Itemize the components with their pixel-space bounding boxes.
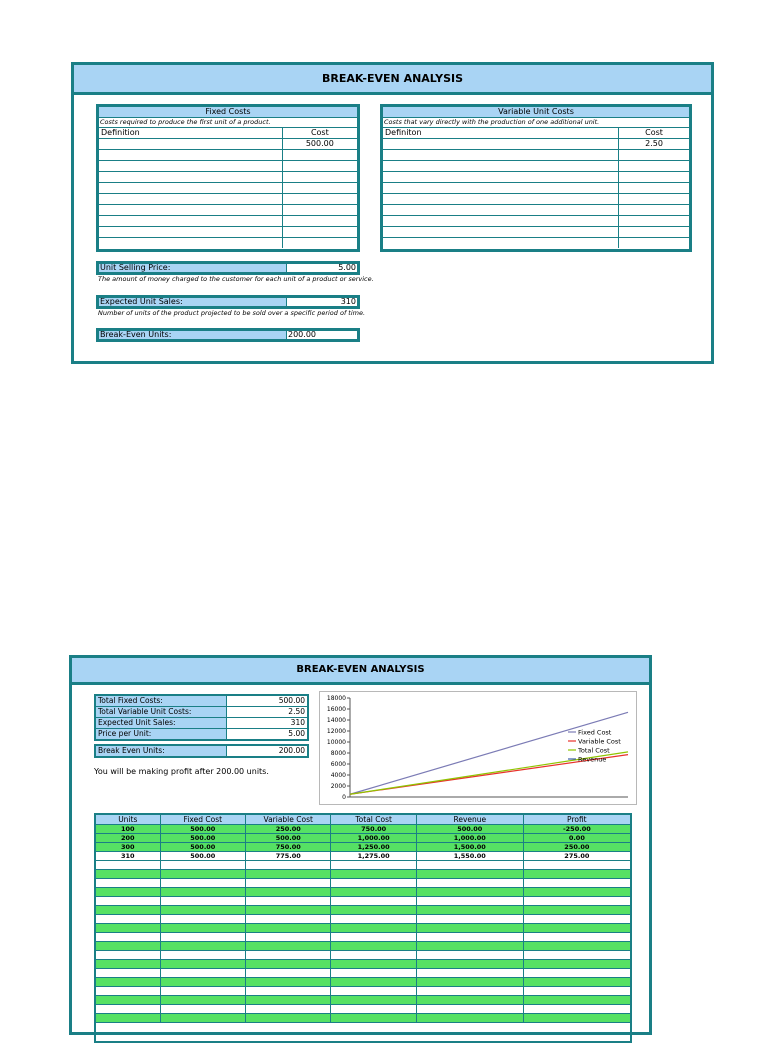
table-cell bbox=[160, 960, 245, 969]
variable-cost-col-cost: Cost bbox=[619, 128, 689, 139]
variable-cost-cost-cell[interactable] bbox=[619, 205, 689, 216]
table-cell bbox=[331, 942, 416, 951]
fixed-cost-row bbox=[99, 161, 357, 172]
fixed-cost-header-row bbox=[99, 128, 357, 139]
fixed-cost-cost-cell[interactable] bbox=[282, 227, 357, 238]
table-cell bbox=[416, 1014, 523, 1023]
table-cell: 1,000.00 bbox=[416, 834, 523, 843]
table-cell bbox=[523, 861, 630, 870]
table-cell: 500.00 bbox=[160, 834, 245, 843]
table-cell bbox=[523, 915, 630, 924]
table-cell bbox=[331, 861, 416, 870]
table-cell bbox=[96, 1014, 160, 1023]
fixed-cost-cost-cell[interactable] bbox=[282, 194, 357, 205]
table-cell bbox=[416, 942, 523, 951]
table-cell bbox=[96, 897, 160, 906]
fixed-costs-description: Costs required to produce the first unit of a product. bbox=[99, 118, 357, 128]
fixed-cost-cost-cell[interactable] bbox=[282, 172, 357, 183]
summary-row bbox=[96, 718, 307, 729]
fixed-cost-col-cost: Cost bbox=[282, 128, 357, 139]
legend-label: Variable Cost bbox=[578, 737, 621, 746]
y-tick-label: 18000 bbox=[326, 695, 346, 702]
table-cell bbox=[96, 996, 160, 1005]
y-tick-label: 6000 bbox=[330, 761, 346, 768]
fixed-cost-cost-cell[interactable] bbox=[282, 205, 357, 216]
summary-row bbox=[96, 707, 307, 718]
table-row-empty bbox=[96, 915, 630, 924]
table-row bbox=[96, 825, 630, 834]
table-row-empty bbox=[96, 924, 630, 933]
table-cell: 1,500.00 bbox=[416, 843, 523, 852]
table-cell bbox=[523, 969, 630, 978]
expected-unit-sales-field bbox=[96, 295, 360, 309]
table-cell bbox=[96, 942, 160, 951]
table-cell bbox=[416, 870, 523, 879]
y-tick-label: 16000 bbox=[326, 706, 346, 713]
table-cell: 775.00 bbox=[246, 852, 331, 861]
table-cell bbox=[331, 915, 416, 924]
variable-cost-cost-cell[interactable]: 2.50 bbox=[619, 139, 689, 150]
variable-cost-definition-cell[interactable] bbox=[383, 238, 619, 249]
table-cell bbox=[160, 951, 245, 960]
table-cell bbox=[416, 987, 523, 996]
chart-svg bbox=[320, 692, 636, 804]
table-cell bbox=[246, 906, 331, 915]
table-cell bbox=[416, 933, 523, 942]
variable-cost-definition-cell[interactable] bbox=[383, 216, 619, 227]
table-cell bbox=[331, 951, 416, 960]
variable-cost-cost-cell[interactable] bbox=[619, 227, 689, 238]
y-tick-label: 12000 bbox=[326, 728, 346, 735]
variable-cost-row bbox=[383, 183, 689, 194]
table-row-empty bbox=[96, 897, 630, 906]
variable-cost-row bbox=[383, 194, 689, 205]
summary-row bbox=[96, 696, 307, 707]
table-row-empty bbox=[96, 987, 630, 996]
table-row-empty bbox=[96, 906, 630, 915]
table-cell bbox=[416, 897, 523, 906]
table-cell bbox=[416, 879, 523, 888]
table-cell bbox=[246, 933, 331, 942]
variable-cost-definition-cell[interactable] bbox=[383, 172, 619, 183]
variable-cost-col-definition: Definiton bbox=[383, 128, 619, 139]
fixed-cost-definition-cell[interactable] bbox=[99, 205, 282, 216]
variable-cost-cost-cell[interactable] bbox=[619, 183, 689, 194]
table-cell: -250.00 bbox=[523, 825, 630, 834]
fixed-cost-cost-cell[interactable] bbox=[282, 161, 357, 172]
table-cell bbox=[96, 870, 160, 879]
summary-label: Expected Unit Sales: bbox=[96, 718, 227, 728]
table-cell bbox=[523, 897, 630, 906]
table-cell bbox=[160, 879, 245, 888]
column-header: Units bbox=[96, 815, 160, 825]
variable-costs-box bbox=[380, 104, 692, 252]
table-cell bbox=[416, 960, 523, 969]
fixed-costs-box bbox=[96, 104, 360, 252]
fixed-cost-col-definition: Definition bbox=[99, 128, 282, 139]
table-cell bbox=[331, 1014, 416, 1023]
table-cell: 275.00 bbox=[523, 852, 630, 861]
break-even-summary-sheet bbox=[69, 655, 652, 1035]
break-even-box bbox=[94, 744, 309, 758]
table-cell bbox=[160, 861, 245, 870]
unit-selling-price-label: Unit Selling Price: bbox=[99, 264, 287, 272]
table-cell bbox=[523, 951, 630, 960]
table-cell bbox=[331, 978, 416, 987]
unit-selling-price-field bbox=[96, 261, 360, 275]
variable-costs-description: Costs that vary directly with the production of one additional unit. bbox=[383, 118, 689, 128]
table-cell bbox=[331, 996, 416, 1005]
table-cell bbox=[246, 960, 331, 969]
table-cell bbox=[416, 1005, 523, 1014]
summary-box bbox=[94, 694, 309, 741]
variable-cost-definition-cell[interactable] bbox=[383, 227, 619, 238]
fixed-cost-row bbox=[99, 194, 357, 205]
break-even-label: Break Even Units: bbox=[96, 746, 227, 756]
table-cell bbox=[331, 870, 416, 879]
fixed-cost-definition-cell[interactable] bbox=[99, 161, 282, 172]
table-cell: 750.00 bbox=[331, 825, 416, 834]
table-cell: 500.00 bbox=[416, 825, 523, 834]
table-cell bbox=[246, 888, 331, 897]
table-cell bbox=[416, 906, 523, 915]
column-header: Total Cost bbox=[331, 815, 416, 825]
break-even-chart bbox=[319, 691, 637, 805]
table-cell bbox=[246, 987, 331, 996]
fixed-cost-row bbox=[99, 238, 357, 249]
table-cell bbox=[246, 951, 331, 960]
table-cell bbox=[416, 888, 523, 897]
table-cell bbox=[416, 951, 523, 960]
table-cell bbox=[160, 978, 245, 987]
variable-costs-table bbox=[383, 128, 689, 248]
table-cell bbox=[160, 924, 245, 933]
column-header: Fixed Cost bbox=[160, 815, 245, 825]
table-cell bbox=[96, 906, 160, 915]
fixed-cost-cost-cell[interactable] bbox=[282, 238, 357, 249]
table-cell bbox=[246, 1005, 331, 1014]
summary-value: 2.50 bbox=[288, 707, 305, 716]
projection-table-wrap bbox=[94, 813, 632, 1043]
table-row-empty bbox=[96, 978, 630, 987]
table-cell bbox=[160, 942, 245, 951]
summary-value: 310 bbox=[290, 718, 305, 727]
fixed-cost-cost-cell[interactable]: 500.00 bbox=[282, 139, 357, 150]
table-row-empty bbox=[96, 969, 630, 978]
table-cell: 310 bbox=[96, 852, 160, 861]
table-cell bbox=[96, 915, 160, 924]
variable-cost-definition-cell[interactable] bbox=[383, 205, 619, 216]
variable-cost-definition-cell[interactable] bbox=[383, 194, 619, 205]
table-cell bbox=[416, 978, 523, 987]
table-cell bbox=[96, 933, 160, 942]
break-even-units-value: 200.00 bbox=[287, 331, 357, 339]
fixed-cost-row bbox=[99, 150, 357, 161]
table-cell: 300 bbox=[96, 843, 160, 852]
variable-cost-row bbox=[383, 205, 689, 216]
variable-cost-definition-cell[interactable] bbox=[383, 183, 619, 194]
variable-cost-cost-cell[interactable] bbox=[619, 150, 689, 161]
table-cell bbox=[246, 942, 331, 951]
sheet-title: BREAK-EVEN ANALYSIS bbox=[74, 65, 711, 95]
table-cell: 500.00 bbox=[160, 825, 245, 834]
y-tick-label: 2000 bbox=[330, 783, 346, 790]
fixed-cost-row bbox=[99, 172, 357, 183]
table-row-empty bbox=[96, 861, 630, 870]
table-cell bbox=[523, 933, 630, 942]
fixed-cost-row bbox=[99, 205, 357, 216]
table-cell bbox=[246, 1014, 331, 1023]
variable-cost-row bbox=[383, 150, 689, 161]
table-cell bbox=[331, 924, 416, 933]
y-tick-label: 0 bbox=[342, 794, 346, 801]
table-cell bbox=[523, 960, 630, 969]
expected-unit-sales-value[interactable]: 310 bbox=[287, 298, 357, 306]
table-cell bbox=[96, 924, 160, 933]
table-cell bbox=[160, 1005, 245, 1014]
break-even-units-field bbox=[96, 328, 360, 342]
table-row bbox=[96, 852, 630, 861]
fixed-costs-header: Fixed Costs bbox=[99, 107, 357, 118]
fixed-cost-cost-cell[interactable] bbox=[282, 216, 357, 227]
table-cell bbox=[96, 1005, 160, 1014]
variable-cost-row bbox=[383, 238, 689, 249]
table-cell: 100 bbox=[96, 825, 160, 834]
table-cell: 500.00 bbox=[160, 843, 245, 852]
y-tick-label: 4000 bbox=[330, 772, 346, 779]
fixed-cost-definition-cell[interactable] bbox=[99, 216, 282, 227]
fixed-cost-row bbox=[99, 139, 357, 150]
table-cell bbox=[523, 924, 630, 933]
table-cell bbox=[246, 924, 331, 933]
fixed-cost-definition-cell[interactable] bbox=[99, 150, 282, 161]
table-cell bbox=[96, 951, 160, 960]
table-cell: 750.00 bbox=[246, 843, 331, 852]
table-cell bbox=[96, 960, 160, 969]
fixed-cost-row bbox=[99, 216, 357, 227]
y-tick-label: 8000 bbox=[330, 750, 346, 757]
column-header: Profit bbox=[523, 815, 630, 825]
variable-cost-row bbox=[383, 139, 689, 150]
legend-label: Total Cost bbox=[578, 746, 610, 755]
y-tick-label: 10000 bbox=[326, 739, 346, 746]
table-cell bbox=[523, 987, 630, 996]
table-row-empty bbox=[96, 1014, 630, 1023]
table-row-empty bbox=[96, 996, 630, 1005]
table-cell bbox=[331, 933, 416, 942]
fixed-cost-definition-cell[interactable] bbox=[99, 194, 282, 205]
fixed-cost-row bbox=[99, 227, 357, 238]
table-cell bbox=[416, 996, 523, 1005]
table-cell bbox=[246, 870, 331, 879]
table-row-empty bbox=[96, 1005, 630, 1014]
fixed-costs-table bbox=[99, 128, 357, 248]
variable-cost-cost-cell[interactable] bbox=[619, 161, 689, 172]
table-cell bbox=[331, 888, 416, 897]
unit-selling-price-value[interactable]: 5.00 bbox=[287, 264, 357, 272]
table-cell bbox=[523, 942, 630, 951]
table-cell bbox=[331, 879, 416, 888]
fixed-cost-cost-cell[interactable] bbox=[282, 183, 357, 194]
variable-cost-cost-cell[interactable] bbox=[619, 238, 689, 249]
table-cell bbox=[96, 987, 160, 996]
table-cell bbox=[96, 969, 160, 978]
table-cell bbox=[246, 861, 331, 870]
table-row-empty bbox=[96, 888, 630, 897]
table-cell bbox=[246, 915, 331, 924]
table-cell: 250.00 bbox=[523, 843, 630, 852]
summary-value: 5.00 bbox=[288, 729, 305, 738]
table-cell bbox=[160, 888, 245, 897]
expected-unit-sales-note: Number of units of the product projected to be sold over a specific period of time. bbox=[98, 309, 366, 317]
table-cell bbox=[160, 906, 245, 915]
table-cell bbox=[160, 915, 245, 924]
table-cell: 0.00 bbox=[523, 834, 630, 843]
table-cell bbox=[246, 996, 331, 1005]
table-cell bbox=[416, 915, 523, 924]
variable-cost-header-row bbox=[383, 128, 689, 139]
table-row-empty bbox=[96, 879, 630, 888]
fixed-cost-cost-cell[interactable] bbox=[282, 150, 357, 161]
fixed-cost-row bbox=[99, 183, 357, 194]
projection-table bbox=[96, 815, 630, 1023]
table-cell: 1,000.00 bbox=[331, 834, 416, 843]
table-row bbox=[96, 843, 630, 852]
table-row-empty bbox=[96, 870, 630, 879]
variable-cost-cost-cell[interactable] bbox=[619, 216, 689, 227]
fixed-cost-definition-cell[interactable] bbox=[99, 238, 282, 249]
variable-cost-row bbox=[383, 227, 689, 238]
fixed-cost-definition-cell[interactable] bbox=[99, 172, 282, 183]
table-row-empty bbox=[96, 933, 630, 942]
table-cell bbox=[523, 870, 630, 879]
y-tick-label: 14000 bbox=[326, 717, 346, 724]
table-cell bbox=[523, 978, 630, 987]
sheet-title: BREAK-EVEN ANALYSIS bbox=[72, 658, 649, 685]
variable-cost-definition-cell[interactable] bbox=[383, 161, 619, 172]
table-cell bbox=[331, 906, 416, 915]
variable-cost-row bbox=[383, 172, 689, 183]
table-cell: 1,275.00 bbox=[331, 852, 416, 861]
table-cell bbox=[160, 933, 245, 942]
break-even-units-label: Break-Even Units: bbox=[99, 331, 287, 339]
table-row-empty bbox=[96, 942, 630, 951]
table-cell bbox=[523, 906, 630, 915]
fixed-cost-definition-cell[interactable] bbox=[99, 227, 282, 238]
table-cell bbox=[331, 1005, 416, 1014]
table-cell bbox=[331, 969, 416, 978]
variable-cost-row bbox=[383, 216, 689, 227]
column-header: Revenue bbox=[416, 815, 523, 825]
table-cell: 200 bbox=[96, 834, 160, 843]
fixed-cost-definition-cell[interactable] bbox=[99, 183, 282, 194]
variable-cost-cost-cell[interactable] bbox=[619, 172, 689, 183]
summary-label: Total Variable Unit Costs: bbox=[96, 707, 227, 717]
table-cell: 250.00 bbox=[246, 825, 331, 834]
profit-message: You will be making profit after 200.00 units. bbox=[94, 767, 269, 776]
table-cell bbox=[416, 861, 523, 870]
summary-label: Price per Unit: bbox=[96, 729, 227, 739]
variable-cost-definition-cell[interactable] bbox=[383, 150, 619, 161]
unit-selling-price-note: The amount of money charged to the customer for each unit of a product or service. bbox=[98, 275, 374, 283]
table-cell bbox=[523, 879, 630, 888]
table-cell bbox=[331, 960, 416, 969]
table-cell bbox=[160, 897, 245, 906]
table-cell bbox=[160, 996, 245, 1005]
table-cell: 1,250.00 bbox=[331, 843, 416, 852]
table-cell bbox=[160, 1014, 245, 1023]
expected-unit-sales-label: Expected Unit Sales: bbox=[99, 298, 287, 306]
table-cell bbox=[96, 879, 160, 888]
table-cell bbox=[331, 897, 416, 906]
table-cell bbox=[96, 888, 160, 897]
table-cell bbox=[96, 978, 160, 987]
summary-value: 500.00 bbox=[278, 696, 305, 705]
table-cell bbox=[246, 897, 331, 906]
table-cell bbox=[246, 969, 331, 978]
fixed-cost-definition-cell[interactable] bbox=[99, 139, 282, 150]
table-cell bbox=[160, 987, 245, 996]
summary-label: Total Fixed Costs: bbox=[96, 696, 227, 706]
table-cell bbox=[416, 924, 523, 933]
summary-row bbox=[96, 729, 307, 739]
table-cell: 500.00 bbox=[160, 852, 245, 861]
table-cell: 1,550.00 bbox=[416, 852, 523, 861]
table-cell bbox=[523, 1005, 630, 1014]
table-cell bbox=[416, 969, 523, 978]
table-cell bbox=[523, 996, 630, 1005]
table-cell: 500.00 bbox=[246, 834, 331, 843]
table-cell bbox=[523, 888, 630, 897]
table-row-empty bbox=[96, 951, 630, 960]
break-even-input-sheet bbox=[71, 62, 714, 364]
table-cell bbox=[160, 870, 245, 879]
variable-cost-row bbox=[383, 161, 689, 172]
table-cell bbox=[523, 1014, 630, 1023]
variable-cost-definition-cell[interactable] bbox=[383, 139, 619, 150]
legend-label: Revenue bbox=[578, 755, 607, 764]
table-cell bbox=[160, 969, 245, 978]
break-even-value: 200.00 bbox=[278, 746, 305, 755]
table-row bbox=[96, 834, 630, 843]
table-cell bbox=[246, 879, 331, 888]
table-row-empty bbox=[96, 960, 630, 969]
table-cell bbox=[96, 861, 160, 870]
column-header: Variable Cost bbox=[246, 815, 331, 825]
variable-cost-cost-cell[interactable] bbox=[619, 194, 689, 205]
legend-label: Fixed Cost bbox=[578, 728, 612, 737]
variable-costs-header: Variable Unit Costs bbox=[383, 107, 689, 118]
table-cell bbox=[331, 987, 416, 996]
table-cell bbox=[246, 978, 331, 987]
